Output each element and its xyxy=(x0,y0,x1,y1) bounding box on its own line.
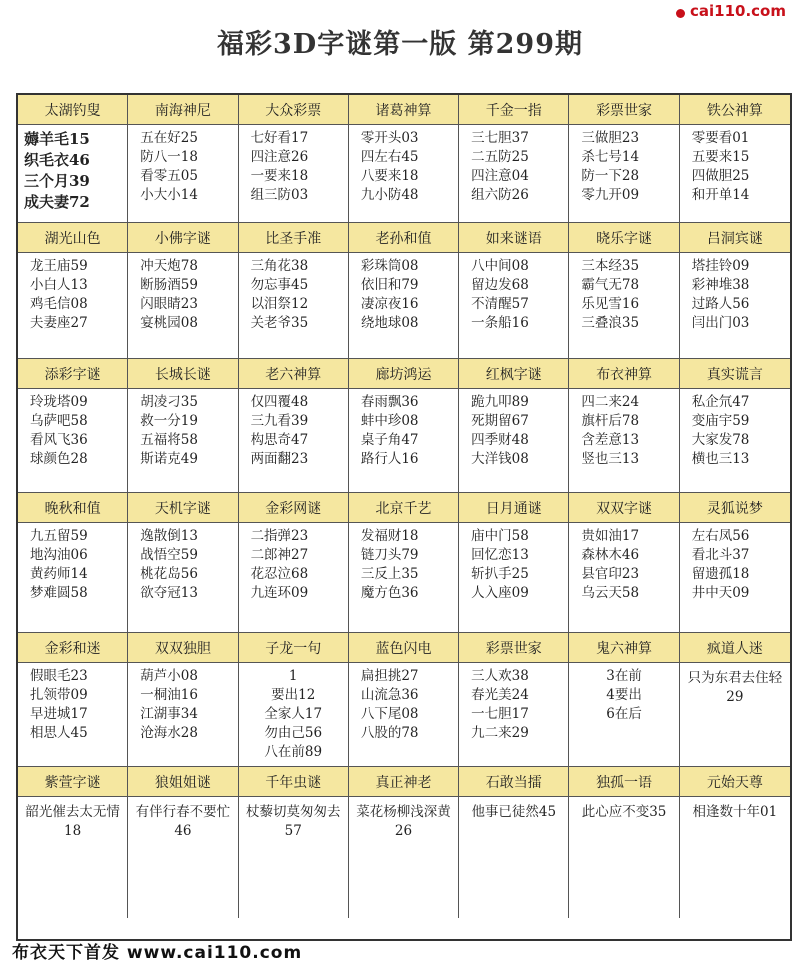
column-header: 小佛字谜 xyxy=(128,223,238,253)
riddle-line: 桌子角47 xyxy=(360,432,419,448)
riddle-line: 九小防48 xyxy=(360,187,419,203)
column-header: 真正神老 xyxy=(349,767,459,797)
riddle-line: 组六防26 xyxy=(471,187,529,203)
column-header: 湖光山色 xyxy=(18,223,128,253)
riddle-cell xyxy=(459,523,569,633)
riddle-line: 霸气无78 xyxy=(581,277,640,293)
column-header: 疯道人迷 xyxy=(680,633,790,663)
riddle-line: 闪眼睛23 xyxy=(140,296,198,312)
riddle-line: 桃花岛56 xyxy=(140,566,198,582)
riddle-line: 凄凉夜16 xyxy=(360,296,419,312)
riddle-line: 三七胆37 xyxy=(471,130,529,146)
riddle-line: 含差意13 xyxy=(581,432,640,448)
riddle-line: 小白人13 xyxy=(30,277,88,293)
riddle-line: 县官印23 xyxy=(581,566,640,582)
riddle-line: 杀七号14 xyxy=(581,149,640,165)
column-header: 红枫字谜 xyxy=(459,359,569,389)
column-header: 天机字谜 xyxy=(128,493,238,523)
riddle-cell xyxy=(569,523,679,633)
riddle-line: 大家发78 xyxy=(691,432,750,448)
riddle-line: 贵如油17 xyxy=(581,528,640,544)
riddle-line: 断肠酒59 xyxy=(140,277,198,293)
riddle-line: 救一分19 xyxy=(140,413,198,429)
riddle-cell xyxy=(239,663,349,767)
riddle-line: 一要来18 xyxy=(250,168,309,184)
riddle-line: 旗杆后78 xyxy=(581,413,640,429)
riddle-line: 相逢数十年01 xyxy=(692,804,778,820)
riddle-line: 九二来29 xyxy=(471,725,529,741)
riddle-line: 龙王庙59 xyxy=(30,258,88,274)
riddle-line: 留边发68 xyxy=(471,277,529,293)
riddle-cell xyxy=(349,253,459,359)
column-header: 元始天尊 xyxy=(680,767,790,797)
riddle-line: 两面翻23 xyxy=(250,451,309,467)
riddle-line: 彩珠筒08 xyxy=(360,258,419,274)
riddle-line: 横也三13 xyxy=(691,451,750,467)
riddle-line: 夫妻座27 xyxy=(30,315,88,331)
riddle-line: 过路人56 xyxy=(691,296,750,312)
riddle-line: 看北斗37 xyxy=(691,547,750,563)
riddle-line: 竖也三13 xyxy=(581,451,640,467)
column-header: 如来谜语 xyxy=(459,223,569,253)
riddle-line: 花忍泣68 xyxy=(250,566,309,582)
riddle-line: 二五防25 xyxy=(471,149,529,165)
column-header: 蓝色闪电 xyxy=(349,633,459,663)
riddle-line: 扁担挑27 xyxy=(360,668,419,684)
riddle-line: 三反上35 xyxy=(360,566,419,582)
riddle-line: 庙中门58 xyxy=(471,528,529,544)
riddle-line: 四注意04 xyxy=(471,168,529,184)
column-header: 晚秋和值 xyxy=(18,493,128,523)
riddle-line: 春光美24 xyxy=(471,687,529,703)
riddle-table xyxy=(16,93,792,941)
riddle-line: 胡凌刁35 xyxy=(140,394,198,410)
riddle-line: 仅四覆48 xyxy=(250,394,309,410)
riddle-line: 七好看17 xyxy=(250,130,309,146)
riddle-line: 勿忘事45 xyxy=(250,277,309,293)
riddle-line: 左右凤56 xyxy=(691,528,750,544)
riddle-line: 绕地球08 xyxy=(360,315,419,331)
column-header: 老六神算 xyxy=(239,359,349,389)
column-header: 大众彩票 xyxy=(239,95,349,125)
riddle-line: 井中天09 xyxy=(691,585,750,601)
riddle-line: 和开单14 xyxy=(691,187,750,203)
riddle-cell xyxy=(459,125,569,223)
riddle-line: 五要来15 xyxy=(691,149,750,165)
riddle-cell xyxy=(18,523,128,633)
riddle-line: 织毛衣46 xyxy=(24,151,90,169)
riddle-line: 五在好25 xyxy=(140,130,198,146)
riddle-cell xyxy=(349,523,459,633)
column-header: 老孙和值 xyxy=(349,223,459,253)
riddle-cell xyxy=(680,523,790,633)
column-header: 晓乐字谜 xyxy=(569,223,679,253)
riddle-line: 三做胆23 xyxy=(581,130,640,146)
column-header: 鬼六神算 xyxy=(569,633,679,663)
riddle-line: 此心应不变35 xyxy=(581,804,667,820)
riddle-line: 死期留67 xyxy=(471,413,529,429)
riddle-line: 乌云天58 xyxy=(581,585,640,601)
riddle-cell xyxy=(128,253,238,359)
riddle-line: 九连环09 xyxy=(250,585,309,601)
riddle-line: 一七胆17 xyxy=(471,706,529,722)
column-header: 子龙一句 xyxy=(239,633,349,663)
riddle-line: 逸散倒13 xyxy=(140,528,198,544)
riddle-line: 四左右45 xyxy=(360,149,419,165)
footer-credit: 布衣天下首发 www.cai110.com xyxy=(12,943,303,963)
column-header: 金彩和迷 xyxy=(18,633,128,663)
riddle-line: 八要来18 xyxy=(360,168,419,184)
riddle-line: 链刀头79 xyxy=(360,547,419,563)
riddle-line: 关老爷35 xyxy=(250,315,309,331)
brand-dot-icon xyxy=(676,9,685,18)
riddle-line: 森林木46 xyxy=(581,547,640,563)
riddle-line: 看风飞36 xyxy=(30,432,88,448)
riddle-line: 八下尾08 xyxy=(360,706,419,722)
riddle-cell xyxy=(18,663,128,767)
riddle-line: 变庙宇59 xyxy=(691,413,750,429)
riddle-line: 回忆恋13 xyxy=(471,547,529,563)
riddle-line: 地沟油06 xyxy=(30,547,88,563)
riddle-line: 零九开09 xyxy=(581,187,640,203)
riddle-line: 只为东君去住轻29 xyxy=(687,670,783,705)
riddle-cell xyxy=(128,797,238,918)
riddle-line: 3在前 xyxy=(606,668,642,684)
riddle-line: 以泪祭12 xyxy=(250,296,309,312)
riddle-line: 私企氘47 xyxy=(691,394,750,410)
riddle-line: 一条船16 xyxy=(471,315,529,331)
riddle-line: 成夫妻72 xyxy=(24,193,90,211)
riddle-line: 小大小14 xyxy=(140,187,198,203)
riddle-line: 蚌中珍08 xyxy=(360,413,419,429)
riddle-cell xyxy=(18,797,128,918)
riddle-line: 组三防03 xyxy=(250,187,309,203)
riddle-line: 相思人45 xyxy=(30,725,88,741)
riddle-line: 玲珑塔09 xyxy=(30,394,88,410)
column-header: 双双字谜 xyxy=(569,493,679,523)
riddle-line: 薅羊毛15 xyxy=(24,130,90,148)
riddle-cell xyxy=(349,663,459,767)
riddle-cell xyxy=(680,253,790,359)
riddle-line: 彩神堆38 xyxy=(691,277,750,293)
riddle-line: 沧海水28 xyxy=(140,725,198,741)
riddle-cell xyxy=(680,797,790,918)
riddle-line: 八股的78 xyxy=(360,725,419,741)
riddle-line: 看零五05 xyxy=(140,168,198,184)
riddle-line: 防一下28 xyxy=(581,168,640,184)
riddle-line: 杖藜切莫匆匆去57 xyxy=(245,804,341,839)
riddle-line: 构思奇47 xyxy=(250,432,309,448)
column-header: 长城长谜 xyxy=(128,359,238,389)
column-header: 布衣神算 xyxy=(569,359,679,389)
riddle-line: 四注意26 xyxy=(250,149,309,165)
riddle-line: 乌萨吧58 xyxy=(30,413,88,429)
riddle-cell xyxy=(128,523,238,633)
column-header: 独孤一语 xyxy=(569,767,679,797)
riddle-line: 三叠浪35 xyxy=(581,315,640,331)
riddle-line: 五福将58 xyxy=(140,432,198,448)
column-header: 双双独胆 xyxy=(128,633,238,663)
riddle-cell xyxy=(128,125,238,223)
riddle-line: 欲夺冠13 xyxy=(140,585,198,601)
riddle-line: 闫出门03 xyxy=(691,315,750,331)
riddle-line: 宴桃园08 xyxy=(140,315,198,331)
column-header: 添彩字谜 xyxy=(18,359,128,389)
riddle-cell xyxy=(569,125,679,223)
riddle-line: 4要出 xyxy=(606,687,642,703)
riddle-line: 冲天炮78 xyxy=(140,258,198,274)
riddle-line: 扎领带09 xyxy=(30,687,88,703)
column-header: 廊坊鸿运 xyxy=(349,359,459,389)
column-header: 南海神尼 xyxy=(128,95,238,125)
column-header: 诸葛神算 xyxy=(349,95,459,125)
column-header: 狼姐姐谜 xyxy=(128,767,238,797)
riddle-line: 三九看39 xyxy=(250,413,309,429)
column-header: 吕洞宾谜 xyxy=(680,223,790,253)
column-header: 灵狐说梦 xyxy=(680,493,790,523)
riddle-line: 留遗孤18 xyxy=(691,566,750,582)
column-header: 比圣手准 xyxy=(239,223,349,253)
riddle-cell xyxy=(569,389,679,493)
riddle-line: 梦难圆58 xyxy=(30,585,88,601)
riddle-line: 依旧和79 xyxy=(360,277,419,293)
riddle-line: 路行人16 xyxy=(360,451,419,467)
column-header: 石敢当擂 xyxy=(459,767,569,797)
riddle-cell xyxy=(569,797,679,918)
riddle-line: 假眼毛23 xyxy=(30,668,88,684)
riddle-line: 跪九叩89 xyxy=(471,394,529,410)
riddle-line: 塔挂铃09 xyxy=(691,258,750,274)
riddle-line: 一桐油16 xyxy=(140,687,198,703)
riddle-line: 四二来24 xyxy=(581,394,640,410)
riddle-line: 大洋钱08 xyxy=(471,451,529,467)
riddle-line: 零开头03 xyxy=(360,130,419,146)
riddle-line: 防八一18 xyxy=(140,149,198,165)
riddle-cell xyxy=(128,663,238,767)
column-header: 千金一指 xyxy=(459,95,569,125)
riddle-line: 春雨飘36 xyxy=(360,394,419,410)
riddle-cell xyxy=(569,253,679,359)
column-header: 彩票世家 xyxy=(459,633,569,663)
riddle-line: 山流急36 xyxy=(360,687,419,703)
riddle-line: 八中间08 xyxy=(471,258,529,274)
riddle-line: 战悟空59 xyxy=(140,547,198,563)
riddle-line: 全家人17 xyxy=(264,706,323,722)
riddle-line: 不清醒57 xyxy=(471,296,529,312)
column-header: 紫萱字谜 xyxy=(18,767,128,797)
column-header: 铁公神算 xyxy=(680,95,790,125)
riddle-line: 四做胆25 xyxy=(691,168,750,184)
riddle-line: 早进城17 xyxy=(30,706,88,722)
column-header: 北京千艺 xyxy=(349,493,459,523)
riddle-cell xyxy=(459,389,569,493)
riddle-cell xyxy=(680,125,790,223)
column-header: 日月通谜 xyxy=(459,493,569,523)
riddle-cell xyxy=(349,389,459,493)
riddle-cell xyxy=(239,125,349,223)
riddle-cell xyxy=(680,663,790,767)
page-title: 福彩3D字谜第一版 第299期 xyxy=(217,29,583,60)
riddle-cell xyxy=(349,797,459,918)
column-header: 彩票世家 xyxy=(569,95,679,125)
riddle-cell xyxy=(569,663,679,767)
riddle-line: 他事已徒然45 xyxy=(471,804,557,820)
riddle-line: 二指弹23 xyxy=(250,528,309,544)
riddle-cell xyxy=(239,523,349,633)
column-header: 金彩网谜 xyxy=(239,493,349,523)
riddle-line: 三人欢38 xyxy=(471,668,529,684)
column-header: 太湖钓叟 xyxy=(18,95,128,125)
riddle-line: 四季财48 xyxy=(471,432,529,448)
riddle-cell xyxy=(18,253,128,359)
riddle-line: 球颜色28 xyxy=(30,451,88,467)
column-header: 真实谎言 xyxy=(680,359,790,389)
riddle-cell xyxy=(459,797,569,918)
brand-watermark: cai110.com xyxy=(690,2,786,20)
riddle-cell xyxy=(459,253,569,359)
riddle-line: 斩扒手25 xyxy=(471,566,529,582)
riddle-cell xyxy=(459,663,569,767)
riddle-line: 八在前89 xyxy=(264,744,323,760)
riddle-line: 1 xyxy=(288,668,298,684)
riddle-cell xyxy=(239,253,349,359)
riddle-cell xyxy=(680,389,790,493)
riddle-cell xyxy=(349,125,459,223)
riddle-line: 三本经35 xyxy=(581,258,640,274)
riddle-cell xyxy=(239,389,349,493)
riddle-line: 葫芦小08 xyxy=(140,668,198,684)
riddle-line: 勿由己56 xyxy=(264,725,323,741)
riddle-line: 三个月39 xyxy=(24,172,90,190)
riddle-cell xyxy=(18,125,128,223)
riddle-line: 九五留59 xyxy=(30,528,88,544)
riddle-line: 斯诺克49 xyxy=(140,451,198,467)
riddle-line: 菜花杨柳浅深黄26 xyxy=(356,804,451,839)
riddle-line: 乐见雪16 xyxy=(581,296,640,312)
riddle-line: 零要看01 xyxy=(691,130,750,146)
column-header: 千年虫谜 xyxy=(239,767,349,797)
riddle-line: 二郎神27 xyxy=(250,547,309,563)
riddle-line: 三角花38 xyxy=(250,258,309,274)
riddle-line: 发福财18 xyxy=(360,528,419,544)
riddle-cell xyxy=(239,797,349,918)
riddle-line: 黄药师14 xyxy=(30,566,88,582)
riddle-line: 有伴行春不要忙46 xyxy=(135,804,231,839)
riddle-cell xyxy=(18,389,128,493)
riddle-line: 人入座09 xyxy=(471,585,529,601)
riddle-line: 魔方色36 xyxy=(360,585,419,601)
riddle-line: 江湖事34 xyxy=(140,706,198,722)
riddle-line: 要出12 xyxy=(271,687,316,703)
riddle-line: 6在后 xyxy=(606,706,642,722)
riddle-line: 鸡毛信08 xyxy=(30,296,88,312)
riddle-line: 韶光催去太无情18 xyxy=(25,804,120,839)
riddle-cell xyxy=(128,389,238,493)
